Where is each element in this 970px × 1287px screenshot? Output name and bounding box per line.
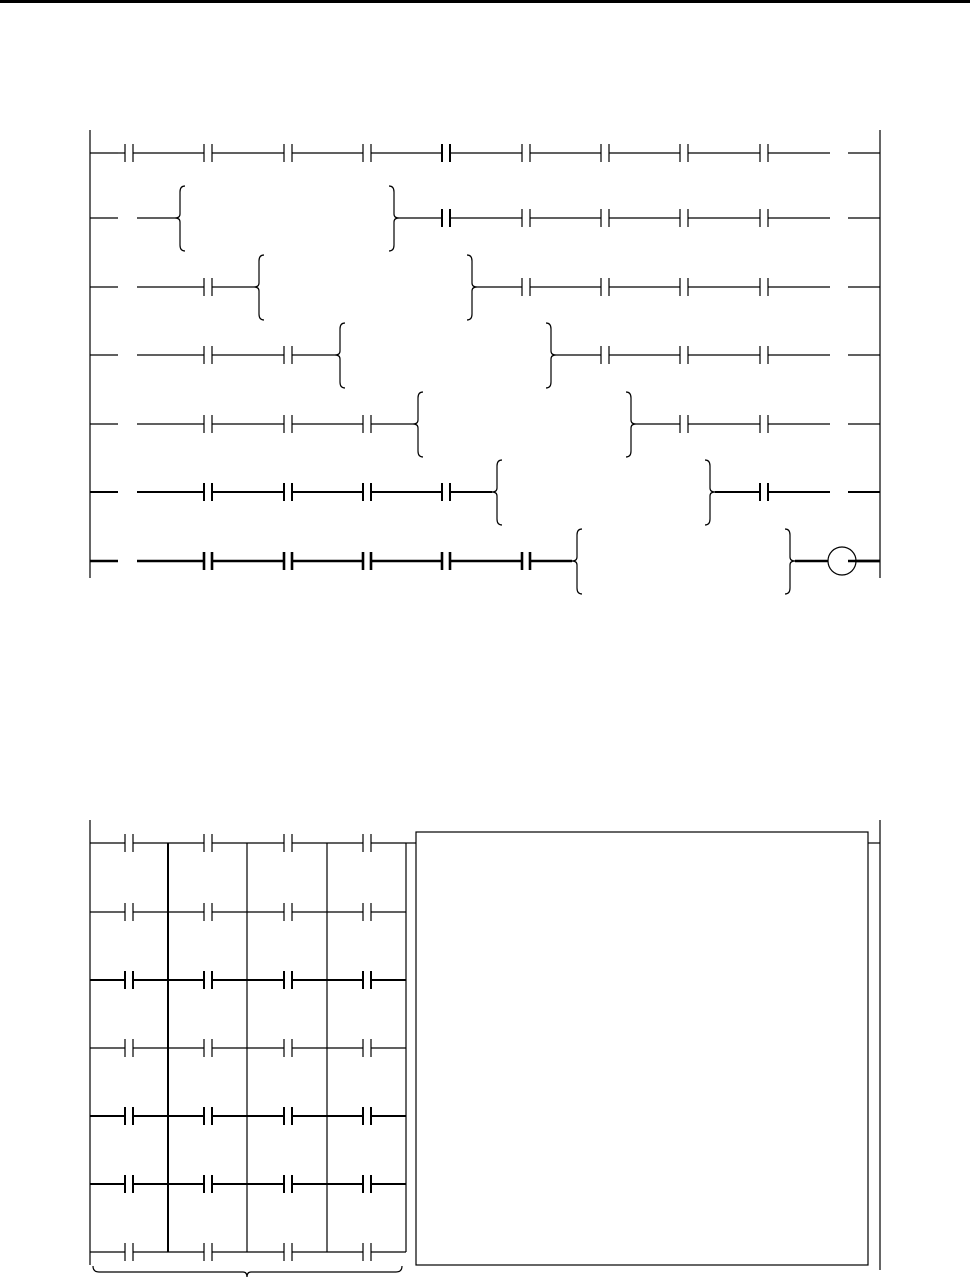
- contact-icon: [601, 346, 609, 364]
- bracket-close: [626, 392, 636, 457]
- contact-icon: [680, 209, 688, 227]
- contact-icon: [522, 144, 530, 162]
- contact-icon: [680, 415, 688, 433]
- contact-icon: [204, 903, 212, 921]
- contact-row: [90, 1175, 406, 1193]
- contact-icon: [760, 278, 768, 296]
- bracket-open: [175, 186, 185, 251]
- contact-icon: [363, 1107, 371, 1125]
- rung: [90, 186, 880, 251]
- contact-icon: [601, 209, 609, 227]
- contact-icon: [442, 209, 450, 227]
- contact-icon: [125, 903, 133, 921]
- contact-icon: [363, 1243, 371, 1261]
- contact-icon: [363, 834, 371, 852]
- contact-icon: [204, 346, 212, 364]
- contact-icon: [760, 346, 768, 364]
- contact-icon: [204, 1175, 212, 1193]
- contact-icon: [760, 483, 768, 501]
- contact-icon: [522, 209, 530, 227]
- contact-icon: [284, 1175, 292, 1193]
- bracket-open: [254, 255, 264, 320]
- output-block: [416, 832, 868, 1265]
- contact-icon: [204, 1243, 212, 1261]
- contact-icon: [204, 415, 212, 433]
- contact-icon: [284, 1039, 292, 1057]
- contact-icon: [363, 144, 371, 162]
- contact-icon: [680, 278, 688, 296]
- contact-icon: [125, 834, 133, 852]
- contact-icon: [363, 552, 371, 570]
- contact-icon: [442, 552, 450, 570]
- contact-icon: [125, 1107, 133, 1125]
- contact-icon: [284, 903, 292, 921]
- group-brace: [93, 1266, 402, 1277]
- bracket-close: [705, 460, 715, 525]
- bottom-ladder-diagram: [90, 820, 880, 1277]
- contact-row: [90, 1039, 406, 1057]
- contact-icon: [125, 971, 133, 989]
- contact-icon: [204, 483, 212, 501]
- rung: [90, 392, 880, 457]
- rung: [90, 460, 880, 525]
- contact-icon: [284, 415, 292, 433]
- contact-icon: [760, 415, 768, 433]
- contact-icon: [284, 834, 292, 852]
- top-ladder-diagram: [90, 130, 880, 594]
- contact-icon: [284, 1107, 292, 1125]
- contact-icon: [601, 144, 609, 162]
- bracket-open: [572, 529, 582, 594]
- contact-icon: [363, 483, 371, 501]
- contact-icon: [760, 209, 768, 227]
- rung: [90, 144, 880, 162]
- contact-icon: [363, 1039, 371, 1057]
- contact-icon: [204, 1039, 212, 1057]
- rung: [90, 255, 880, 320]
- contact-row: [90, 1107, 406, 1125]
- contact-icon: [442, 144, 450, 162]
- rung: [90, 529, 880, 594]
- contact-icon: [363, 971, 371, 989]
- bracket-close: [785, 529, 795, 594]
- contact-icon: [284, 1243, 292, 1261]
- contact-icon: [522, 278, 530, 296]
- bracket-open: [335, 323, 345, 388]
- bracket-close: [467, 255, 477, 320]
- contact-icon: [284, 971, 292, 989]
- contact-icon: [601, 278, 609, 296]
- contact-icon: [680, 144, 688, 162]
- contact-icon: [284, 144, 292, 162]
- contact-icon: [760, 144, 768, 162]
- rung: [90, 323, 880, 388]
- contact-icon: [125, 1243, 133, 1261]
- bracket-open: [413, 392, 423, 457]
- contact-row: [90, 1243, 406, 1261]
- header-rule-bar: [0, 0, 970, 3]
- bracket-close: [546, 323, 556, 388]
- contact-icon: [522, 552, 530, 570]
- contact-icon: [204, 1107, 212, 1125]
- contact-icon: [204, 971, 212, 989]
- contact-icon: [204, 834, 212, 852]
- contact-icon: [125, 1175, 133, 1193]
- bracket-open: [492, 460, 502, 525]
- contact-row: [90, 903, 406, 921]
- contact-icon: [363, 415, 371, 433]
- contact-icon: [363, 903, 371, 921]
- contact-icon: [204, 144, 212, 162]
- contact-icon: [204, 552, 212, 570]
- contact-icon: [363, 1175, 371, 1193]
- contact-icon: [442, 483, 450, 501]
- bracket-close: [389, 186, 399, 251]
- contact-row: [90, 971, 406, 989]
- contact-icon: [284, 483, 292, 501]
- contact-icon: [284, 552, 292, 570]
- contact-icon: [125, 1039, 133, 1057]
- contact-icon: [680, 346, 688, 364]
- contact-icon: [204, 278, 212, 296]
- header-rule: [0, 0, 970, 3]
- contact-icon: [284, 346, 292, 364]
- contact-row: [90, 834, 406, 852]
- contact-icon: [125, 144, 133, 162]
